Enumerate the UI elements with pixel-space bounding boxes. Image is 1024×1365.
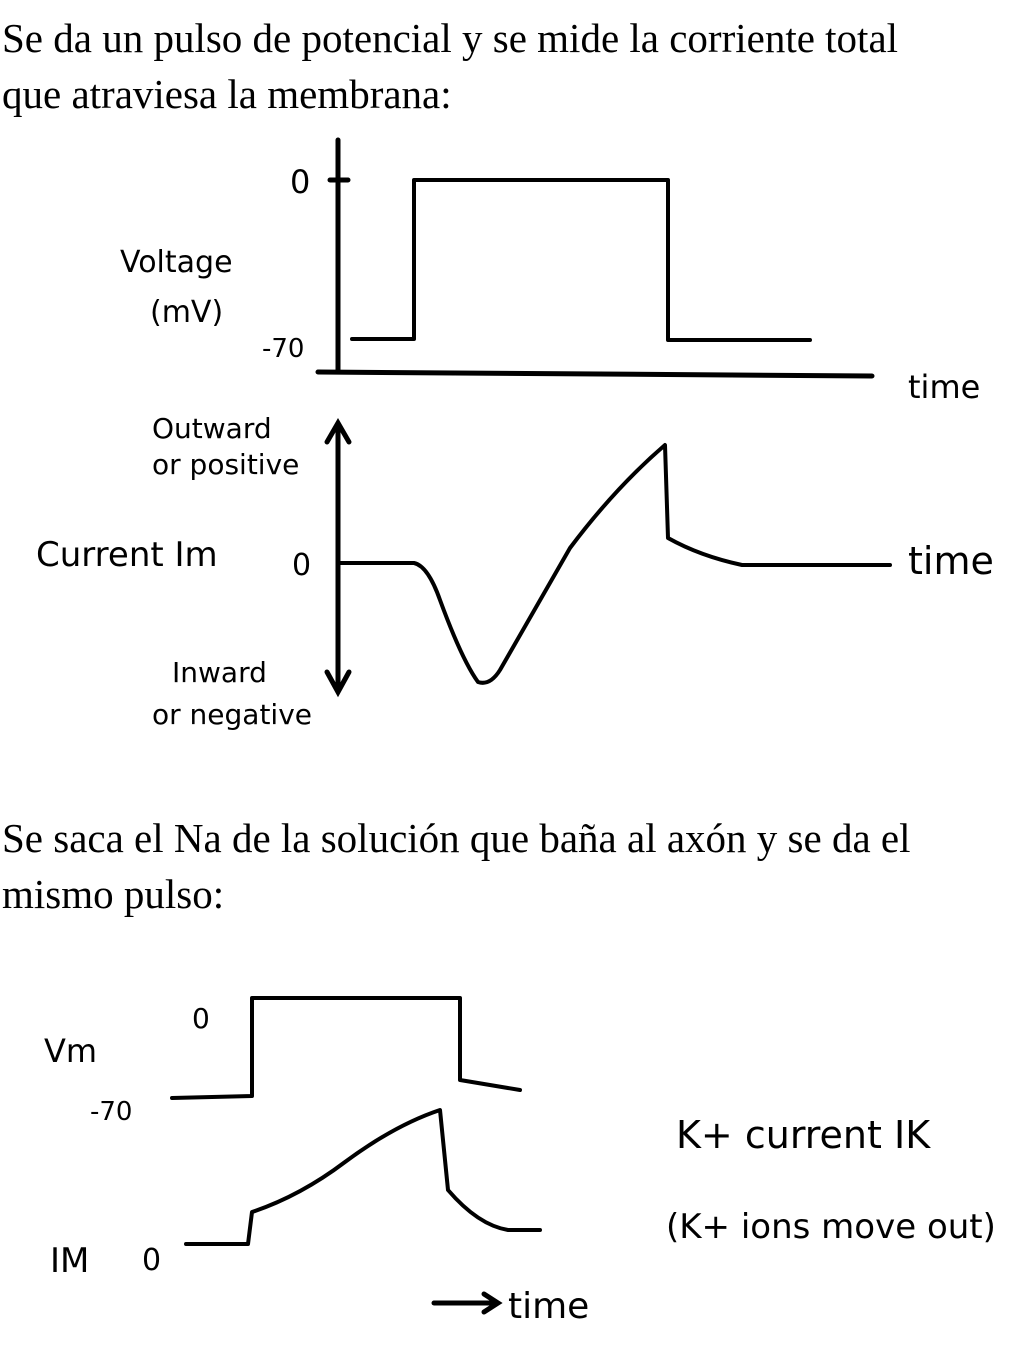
inward-label-line2: or negative xyxy=(152,698,313,731)
outward-label-line2: or positive xyxy=(152,448,300,481)
voltage-step-trace xyxy=(352,180,810,340)
voltage-plot xyxy=(120,140,980,406)
vm-tick-zero-label: 0 xyxy=(192,1002,210,1035)
im-potassium-trace xyxy=(186,1110,540,1244)
bottom-figure xyxy=(44,998,996,1327)
voltage-tick-zero-label: 0 xyxy=(290,163,311,201)
current-time-label: time xyxy=(908,539,994,583)
inward-label-line1: Inward xyxy=(172,656,267,689)
k-ions-label: (K+ ions move out) xyxy=(666,1207,996,1247)
current-tick-zero-label: 0 xyxy=(292,548,312,583)
outward-label-line1: Outward xyxy=(152,412,272,445)
vm-label: Vm xyxy=(44,1032,98,1070)
voltage-tick-minus70-label: -70 xyxy=(262,334,305,364)
current-total-trace xyxy=(338,445,890,683)
intro-line-2: que atraviesa la membrana: xyxy=(2,71,452,117)
k-current-label: K+ current IK xyxy=(676,1113,931,1157)
bottom-time-label: time xyxy=(508,1286,590,1327)
vm-step-trace xyxy=(172,998,520,1098)
voltage-time-label: time xyxy=(908,368,981,406)
voltage-time-axis xyxy=(318,372,872,376)
im-tick-zero-label: 0 xyxy=(142,1243,162,1278)
current-plot xyxy=(36,412,994,731)
second-line-1: Se saca el Na de la solución que baña al axón y se da el xyxy=(2,815,911,861)
voltage-axis-label-line1: Voltage xyxy=(120,245,233,280)
second-line-2: mismo pulso: xyxy=(2,871,225,917)
voltage-axis-label-line2: (mV) xyxy=(150,295,224,330)
vm-tick-minus70-label: -70 xyxy=(90,1097,133,1127)
im-label: IM xyxy=(50,1241,90,1281)
intro-line-1: Se da un pulso de potencial y se mide la corriente total xyxy=(2,15,899,61)
current-axis-label: Current Im xyxy=(36,535,218,575)
